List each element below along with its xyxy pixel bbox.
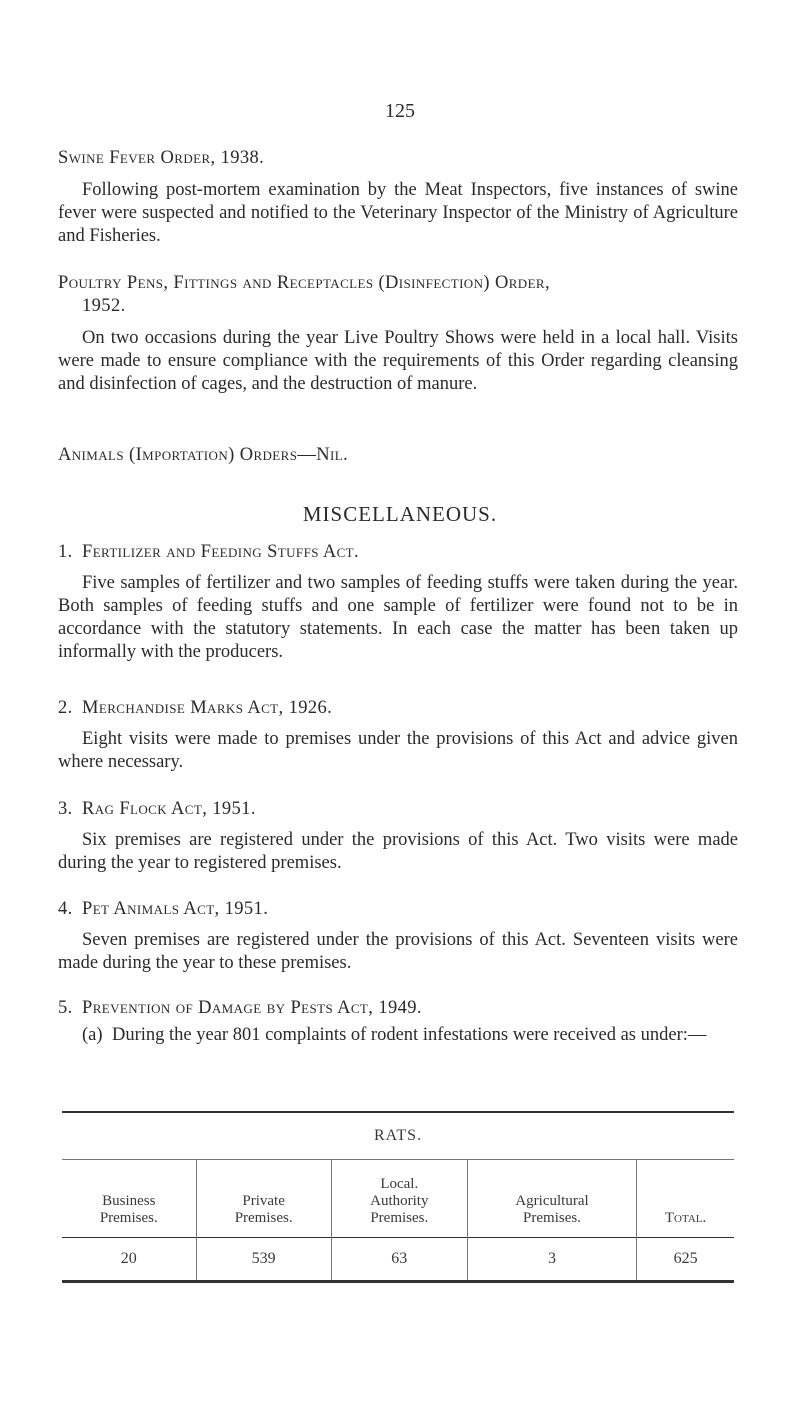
poultry-heading-line1: Poultry Pens, Fittings and Receptacles (Disinfection) Order, (58, 273, 551, 293)
item-heading: Pet Animals Act, 1951. (82, 899, 269, 919)
item-text: Five samples of fertilizer and two samples of feeding stuffs were taken during the year. Both samples of feeding stuffs and one sample of fertilizer were found not to be in accordance with the statutory statements. In each case the matter has been taken up informally with the producers. (58, 573, 738, 662)
item-pests (58, 997, 738, 1047)
animals-heading: Animals (Importation) Orders—Nil. (58, 445, 349, 465)
rats-table (62, 1111, 734, 1283)
cell-private: 539 (196, 1238, 331, 1282)
column-header-local-authority: Local. Authority Premises. (331, 1160, 467, 1238)
item-text: Seven premises are registered under the provisions of this Act. Seventeen visits were made during the year to these premises. (58, 930, 738, 973)
item-merchandise (58, 697, 738, 774)
swine-fever-section (58, 147, 738, 248)
rats-table-title: RATS. (62, 1112, 734, 1160)
poultry-heading-line2: 1952. (82, 296, 126, 316)
swine-fever-text: Following post-mortem examination by the Meat Inspectors, five instances of swine fever were suspected and notified to the Veterinary Inspector of the Ministry of Agriculture and Fisheries. (58, 180, 738, 246)
cell-local-authority: 63 (331, 1238, 467, 1282)
item-number: 4. (58, 899, 73, 919)
cell-total: 625 (637, 1238, 734, 1282)
column-header-total: Total. (637, 1160, 734, 1238)
column-header-business: Business Premises. (99, 1193, 158, 1226)
item-heading: Prevention of Damage by Pests Act, 1949. (82, 998, 422, 1018)
sub-label: (a) (82, 1025, 103, 1045)
item-number: 3. (58, 799, 73, 819)
column-header-agricultural: Agricultural Premises. (467, 1160, 636, 1238)
miscellaneous-title: MISCELLANEOUS. (302, 502, 498, 526)
cell-business: 20 (62, 1238, 196, 1282)
poultry-section (58, 272, 738, 396)
column-header-private: Private Premises. (196, 1160, 331, 1238)
item-fertilizer (58, 541, 738, 664)
cell-agricultural: 3 (467, 1238, 636, 1282)
item-text: Six premises are registered under the provisions of this Act. Two visits were made during the year to registered premises. (58, 830, 738, 873)
table-row (62, 1238, 734, 1282)
item-text: During the year 801 complaints of rodent infestations were received as under:— (112, 1025, 707, 1045)
page-number: 125 (385, 100, 415, 122)
poultry-text: On two occasions during the year Live Poultry Shows were held in a local hall. Visits were made to ensure compliance with the requirements of this Order regarding cleansing and disinfection of cages, and the destruction of manure. (58, 328, 738, 394)
item-pet-animals (58, 898, 738, 975)
item-number: 2. (58, 698, 73, 718)
item-heading: Rag Flock Act, 1951. (82, 799, 256, 819)
animals-section (58, 444, 738, 467)
item-rag-flock (58, 798, 738, 875)
item-number: 1. (58, 542, 73, 562)
item-number: 5. (58, 998, 73, 1018)
item-heading: Merchandise Marks Act, 1926. (82, 698, 333, 718)
item-text: Eight visits were made to premises under the provisions of this Act and advice given where necessary. (58, 729, 738, 772)
swine-fever-heading: Swine Fever Order, 1938. (58, 148, 265, 168)
item-heading: Fertilizer and Feeding Stuffs Act. (82, 542, 360, 562)
